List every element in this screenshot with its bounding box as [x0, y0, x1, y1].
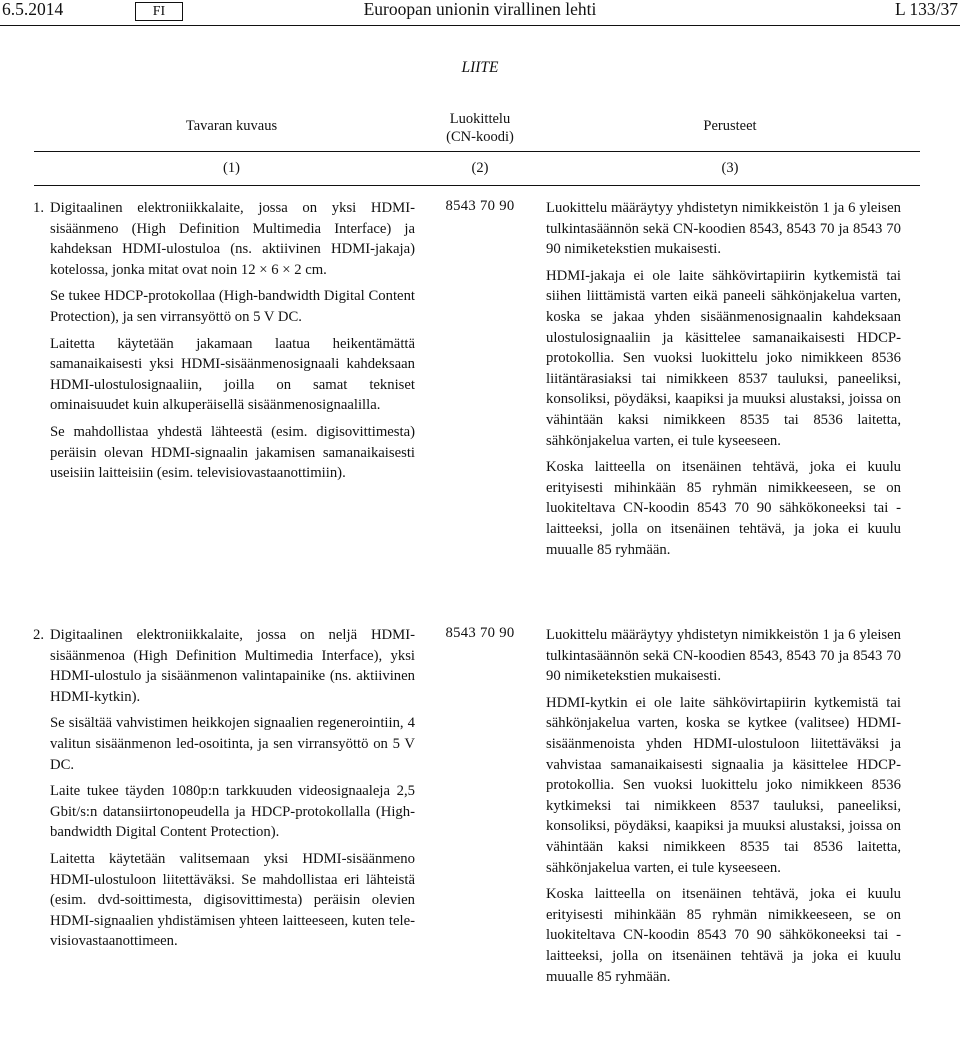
page-header	[0, 0, 960, 26]
column-heading-classification-line1: Luokittelu	[449, 111, 511, 127]
language-code-box: FI	[135, 2, 183, 21]
goods-description	[33, 625, 415, 952]
column-number-3: (3)	[721, 160, 739, 176]
description-paragraph: Se tukee HDCP-protokollaa (High-bandwidth Digital Content Protection), ja sen virransyöttö on 5 V DC.	[50, 288, 415, 325]
page-reference: L 133/37	[894, 0, 958, 19]
row-number: 2.	[33, 627, 45, 643]
reason-paragraph: HDMI-jakaja ei ole laite sähkövirtapiirin kytkemistä tai siihen liittämistä varten eikä paneeli sähkönjakelua varten, koska se jakaa yhden sisäänmenosignaalin kahdeksaan ulostulosignaaliin ja käsittelee samanaikaisesti HDCP-protokollia. Sen vuoksi luokittelu joko nimikkeen 8536 liitäntärasiaksi tai nimikkeen 8537 tauluksi, paneeliksi, konsoliksi, pöydäksi, kaapiksi ja muuksi alustaksi, joissa on vähintään kaksi nimikkeen 8535 tai 8536 laitetta, sähkönjakelua varten, ei tule kyseeseen.	[546, 267, 901, 449]
description-paragraph: Laite tukee täyden 1080p:n tarkkuuden videosignaaleja 2,5 Gbit/s:n datansiirtonopeudella ja HDCP-protokollalla (High-bandwidth Digital Content Protection).	[50, 783, 415, 841]
goods-description	[33, 198, 415, 484]
reason-paragraph: Koska laitteella on itsenäinen tehtävä, joka ei kuulu erityisesti mihinkään 85 ryhmän nimikkeeseen, se on luokiteltava CN-koodin 8543 70 90 sähkökoneeksi tai -laitteeksi, jolla on itsenäinen tehtävä ja joka ei kuulu muualle 85 ryhmään.	[546, 886, 901, 985]
publication-date: 6.5.2014	[2, 0, 64, 19]
description-paragraph: Laitetta käytetään valitsemaan yksi HDMI-sisäänmeno HDMI-ulostuloon liitettäväksi. Se mahdollistaa eri lähteistä (esim. dvd-soittimesta, digisovittimesta) peräisin olevien HDMI-signaalien yhdistämisen yhteen laitteeseen, kuten televisiovastaanottimeen.	[50, 850, 415, 950]
description-paragraph: Se mahdollistaa yhdestä lähteestä (esim. digisovittimesta) peräisin olevan HDMI-signaalin jakamisen samanaikaisesti useisiin laitteisiin (esim. televisiovastaanottimiin).	[50, 423, 415, 482]
table-head-rule	[34, 151, 920, 152]
description-paragraph: Digitaalinen elektroniikkalaite, jossa on neljä HDMI-sisäänmenoa (High Definition Multimedia Interface), yksi HDMI-ulostulo ja sisäänmenon valintapainike (ns. aktiivinen HDMI-kytkin).	[50, 627, 415, 705]
classification-reasons	[546, 198, 901, 560]
reason-paragraph: Luokittelu määräytyy yhdistetyn nimikkeistön 1 ja 6 yleisen tulkintasäännön sekä CN-koodien 8543, 8543 70 ja 8543 70 90 nimiketekstien mukaisesti.	[546, 200, 901, 258]
description-paragraph: Se sisältää vahvistimen heikkojen signaalien regenerointiin, 4 valitun sisäänmenon led-osoitinta, ja sen virransyöttö on 5 V DC.	[50, 715, 415, 773]
column-number-1: (1)	[223, 160, 240, 176]
row-number: 1.	[33, 200, 45, 216]
header-rule	[0, 25, 960, 26]
reason-paragraph: Koska laitteella on itsenäinen tehtävä, joka ei kuulu erityisesti mihinkään 85 ryhmän nimikkeeseen, se on luokiteltava CN-koodin 8543 70 90 sähkökoneeksi tai -laitteeksi, jolla on itsenäinen tehtävä, ja joka ei kuulu muualle 85 ryhmään.	[546, 459, 901, 558]
reason-paragraph: HDMI-kytkin ei ole laite sähkövirtapiirin kytkemistä tai sähkönjakelua varten, koska se kytkee (valitsee) HDMI-sisäänmenoista yhden HDMI-ulostuloon liitettäväksi ja vahvistaa samanaikaisesti signaalia ja käsittelee HDCP-protokollia. Sen vuoksi luokittelu joko nimikkeen 8536 kytkimeksi tai nimikkeen 8537 tauluksi, paneeliksi, konsoliksi, pöydäksi, kaapiksi ja muuksi alustaksi, joissa on vähintään kaksi nimikkeen 8535 tai 8536 laitetta, sähkönjakelua varten, ei tule kyseeseen.	[546, 694, 901, 876]
column-number-rule	[34, 185, 920, 186]
column-heading-classification	[430, 110, 530, 146]
description-paragraph: Digitaalinen elektroniikkalaite, jossa on yksi HDMI-sisäänmeno (High Definition Multimedia Interface) ja kahdeksan HDMI-ulostuloa (ns. aktiivinen HDMI-jakaja) kotelossa, jonka mitat ovat noin 12 × 6 × 2 cm.	[50, 200, 415, 278]
description-paragraph: Laitetta käytetään jakamaan laatua heikentämättä samanaikaisesti yksi HDMI-sisäänmenosignaali kahdeksaan HDMI-ulostulosignaaliin, joilla on samat tekniset ominaisuudet kuin alkuperäisellä sisäänmenosignaalilla.	[50, 335, 415, 414]
classification-reasons	[546, 625, 901, 987]
annex-title: LIITE	[461, 59, 499, 76]
journal-title: Euroopan unionin virallinen lehti	[363, 0, 597, 19]
column-number-2: (2)	[471, 160, 489, 176]
column-heading-reasons: Perusteet	[703, 118, 757, 134]
cn-code: 8543 70 90	[445, 198, 515, 214]
cn-code: 8543 70 90	[445, 625, 515, 641]
reason-paragraph: Luokittelu määräytyy yhdistetyn nimikkeistön 1 ja 6 yleisen tulkintasäännön sekä CN-koodien 8543, 8543 70 ja 8543 70 90 nimiketekstien mukaisesti.	[546, 627, 901, 685]
column-heading-classification-line2: (CN-koodi)	[446, 129, 514, 145]
column-heading-description: Tavaran kuvaus	[185, 118, 278, 134]
